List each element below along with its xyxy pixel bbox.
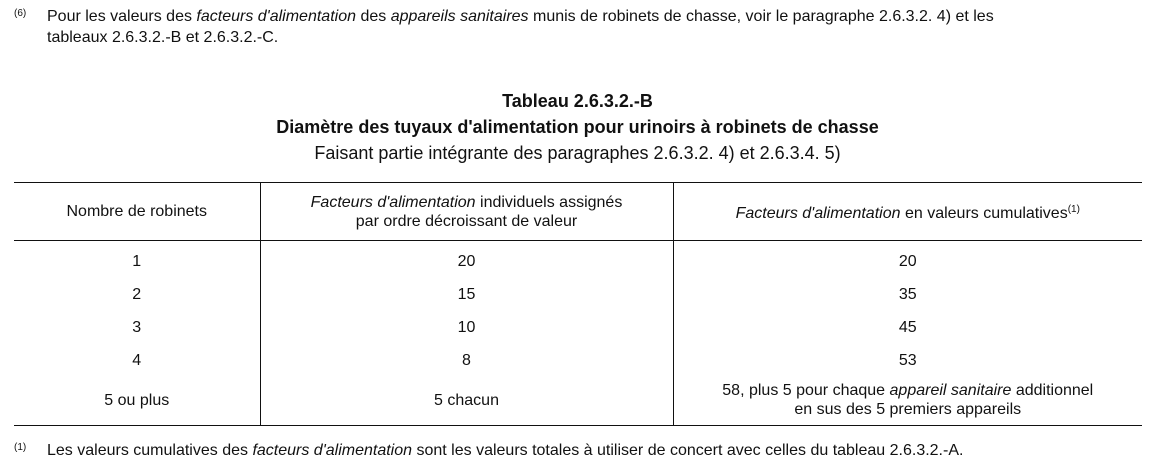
cell-individuels: 10 [260,311,673,344]
cell-cumulatives [673,377,1142,426]
table-row [14,311,1142,344]
note-text-part: Pour les valeurs des [47,8,197,25]
data-table [14,182,1142,426]
header-text-line2: par ordre décroissant de valeur [355,212,578,230]
cell-individuels: 15 [260,278,673,311]
note-text-line2: tableaux 2.6.3.2.-B et 2.6.3.2.-C. [47,29,279,46]
cell-individuels: 20 [260,241,673,279]
header-term: Facteurs d'alimentation [735,205,901,222]
cell-cumulatives: 53 [673,344,1142,377]
note-6 [14,3,1134,48]
header-individuels [260,183,673,241]
table-subtitle: Faisant partie intégrante des paragraphes 2.6.3.2. 4) et 2.6.3.4. 5) [314,143,841,163]
footnote-1 [14,437,963,461]
cell-text: 58, plus 5 pour chaque [722,382,890,399]
cell-text-line2: en sus des 5 premiers appareils [794,401,1022,418]
footnote-term: facteurs d'alimentation [252,442,413,459]
cell-term: appareil sanitaire [889,382,1012,399]
note-text-part: des [356,8,391,25]
footnote-text: sont les valeurs totales à utiliser de concert avec celles du tableau 2.6.3.2.-A. [412,442,964,459]
cell-robinets: 1 [132,253,142,270]
header-robinets: Nombre de robinets [14,183,260,241]
note-term: appareils sanitaires [390,8,529,25]
cell-cumulatives: 20 [673,241,1142,279]
cell-robinets: 5 ou plus [104,391,170,409]
header-cumulatives [673,183,1142,241]
table-row [14,377,1142,426]
note-text-part: munis de robinets de chasse, voir le paragraphe 2.6.3.2. 4) et les [528,8,994,25]
cell-robinets: 2 [132,286,142,303]
cell-cumulatives: 45 [673,311,1142,344]
table-row [14,344,1142,377]
cell-individuels: 8 [260,344,673,377]
footnote-ref: (1) [1067,204,1080,215]
cell-robinets: 4 [132,352,142,369]
footnote-number: (1) [14,442,27,453]
cell-cumulatives: 35 [673,278,1142,311]
table-row [14,241,1142,279]
note-term: facteurs d'alimentation [196,8,356,25]
cell-robinets: 3 [132,319,142,336]
header-row [14,183,1142,241]
table-number: Tableau 2.6.3.2.-B [502,91,653,111]
table-row [14,278,1142,311]
cell-text: additionnel [1011,382,1094,399]
note-number: (6) [14,8,27,19]
table-title: Diamètre des tuyaux d'alimentation pour urinoirs à robinets de chasse [276,117,879,137]
header-text: individuels assignés [475,193,623,211]
footnote-text: Les valeurs cumulatives des [47,442,253,459]
header-text: en valeurs cumulatives [900,205,1068,222]
header-term: Facteurs d'alimentation [310,193,476,211]
cell-individuels: 5 chacun [260,377,673,426]
